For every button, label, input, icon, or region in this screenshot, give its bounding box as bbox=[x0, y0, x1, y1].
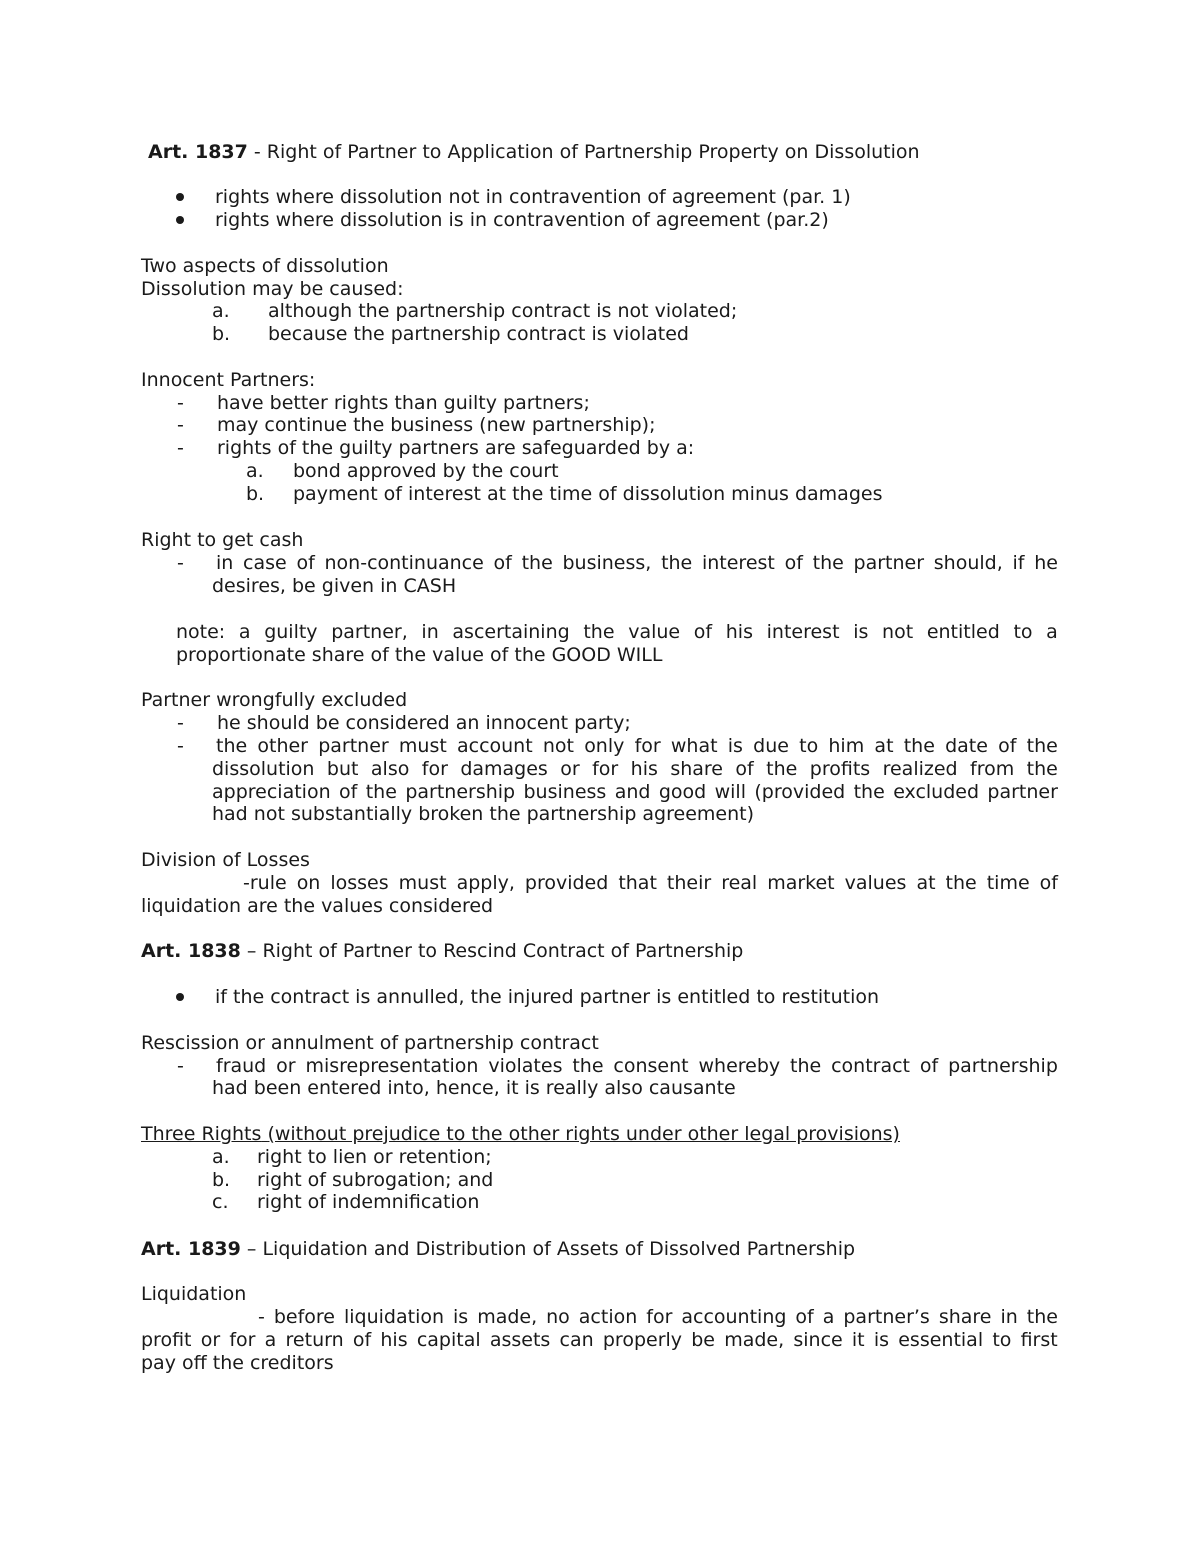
dash-marker: - bbox=[177, 712, 184, 734]
dash-marker: - bbox=[177, 437, 184, 459]
innocent-sub-a: bond approved by the court bbox=[293, 460, 559, 482]
losses-line-2: liquidation are the values considered bbox=[141, 895, 494, 917]
dash-marker: - bbox=[177, 735, 184, 757]
list-marker: c. bbox=[212, 1191, 229, 1213]
innocent-sub-b: payment of interest at the time of dissolution minus damages bbox=[293, 483, 883, 505]
cash-note-line-2: proportionate share of the value of the GOOD WILL bbox=[176, 644, 663, 666]
cash-line-2: desires, be given in CASH bbox=[212, 575, 457, 597]
list-marker: b. bbox=[212, 1169, 231, 1191]
rescission-heading: Rescission or annulment of partnership contract bbox=[141, 1032, 599, 1054]
list-marker: b. bbox=[246, 483, 265, 505]
rescission-line-1: fraud or misrepresentation violates the consent whereby the contract of partnership bbox=[216, 1055, 1058, 1077]
excluded-item-2-line-3: appreciation of the partnership business and good will (provided the excluded partner bbox=[212, 781, 1058, 803]
list-marker: a. bbox=[212, 300, 230, 322]
dash-marker: - bbox=[177, 1055, 184, 1077]
liquidation-line-1: - before liquidation is made, no action for accounting of a partner’s share in the bbox=[258, 1306, 1058, 1328]
art1837-bullet-2: rights where dissolution is in contravention of agreement (par.2) bbox=[215, 209, 829, 231]
excluded-item-2-line-4: had not substantially broken the partnership agreement) bbox=[212, 803, 754, 825]
dash-marker: - bbox=[177, 392, 184, 414]
list-marker: a. bbox=[212, 1146, 230, 1168]
excluded-item-2-line-2: dissolution but also for damages or for his share of the profits realized from the bbox=[212, 758, 1058, 780]
three-rights-item-c: right of indemnification bbox=[257, 1191, 480, 1213]
cash-line-1: in case of non-continuance of the business, the interest of the partner should, if he bbox=[216, 552, 1058, 574]
losses-heading: Division of Losses bbox=[141, 849, 310, 871]
list-marker: a. bbox=[246, 460, 264, 482]
bullet-icon bbox=[176, 216, 184, 224]
art1838-heading bbox=[141, 940, 743, 963]
dash-marker: - bbox=[177, 414, 184, 436]
art1838-label: Art. 1838 bbox=[141, 940, 241, 962]
two-aspects-item-b: because the partnership contract is violated bbox=[268, 323, 689, 345]
three-rights-item-a: right to lien or retention; bbox=[257, 1146, 492, 1168]
two-aspects-item-a: although the partnership contract is not violated; bbox=[268, 300, 738, 322]
innocent-heading: Innocent Partners: bbox=[141, 369, 316, 391]
innocent-item-1: have better rights than guilty partners; bbox=[217, 392, 590, 414]
art1839-heading bbox=[141, 1238, 855, 1261]
art1839-title: – Liquidation and Distribution of Assets of Dissolved Partnership bbox=[240, 1238, 856, 1260]
three-rights-qualifier: (without prejudice to the other rights under other legal provisions) bbox=[267, 1123, 900, 1145]
two-aspects-heading: Two aspects of dissolution bbox=[141, 255, 389, 277]
dash-marker: - bbox=[177, 552, 184, 574]
two-aspects-intro: Dissolution may be caused: bbox=[141, 278, 404, 300]
rescission-line-2: had been entered into, hence, it is really also causante bbox=[212, 1077, 736, 1099]
bullet-icon bbox=[176, 993, 184, 1001]
art1839-label: Art. 1839 bbox=[141, 1238, 241, 1260]
cash-note-line-1: note: a guilty partner, in ascertaining the value of his interest is not entitled to a bbox=[176, 621, 1058, 643]
liquidation-line-3: pay off the creditors bbox=[141, 1352, 334, 1374]
list-marker: b. bbox=[212, 323, 231, 345]
excluded-heading: Partner wrongfully excluded bbox=[141, 689, 408, 711]
excluded-item-2-line-1: the other partner must account not only for what is due to him at the date of the bbox=[216, 735, 1058, 757]
losses-line-1: -rule on losses must apply, provided that their real market values at the time of bbox=[243, 872, 1058, 894]
art1838-title: – Right of Partner to Rescind Contract of Partnership bbox=[240, 940, 744, 962]
excluded-item-1: he should be considered an innocent party; bbox=[217, 712, 631, 734]
art1837-bullet-1: rights where dissolution not in contravention of agreement (par. 1) bbox=[215, 186, 851, 208]
art1837-title: - Right of Partner to Application of Partnership Property on Dissolution bbox=[247, 141, 920, 163]
bullet-icon bbox=[176, 193, 184, 201]
innocent-item-3: rights of the guilty partners are safeguarded by a: bbox=[217, 437, 695, 459]
art1838-bullet: if the contract is annulled, the injured partner is entitled to restitution bbox=[215, 986, 880, 1008]
art1837-heading bbox=[148, 141, 920, 164]
art1837-label: Art. 1837 bbox=[148, 141, 248, 163]
three-rights-title: Three Rights bbox=[141, 1123, 262, 1145]
innocent-item-2: may continue the business (new partnership); bbox=[217, 414, 656, 436]
cash-heading: Right to get cash bbox=[141, 529, 304, 551]
liquidation-heading: Liquidation bbox=[141, 1283, 247, 1305]
three-rights-item-b: right of subrogation; and bbox=[257, 1169, 494, 1191]
liquidation-line-2: profit or for a return of his capital assets can properly be made, since it is essential to first bbox=[141, 1329, 1058, 1351]
three-rights-heading bbox=[141, 1123, 900, 1146]
